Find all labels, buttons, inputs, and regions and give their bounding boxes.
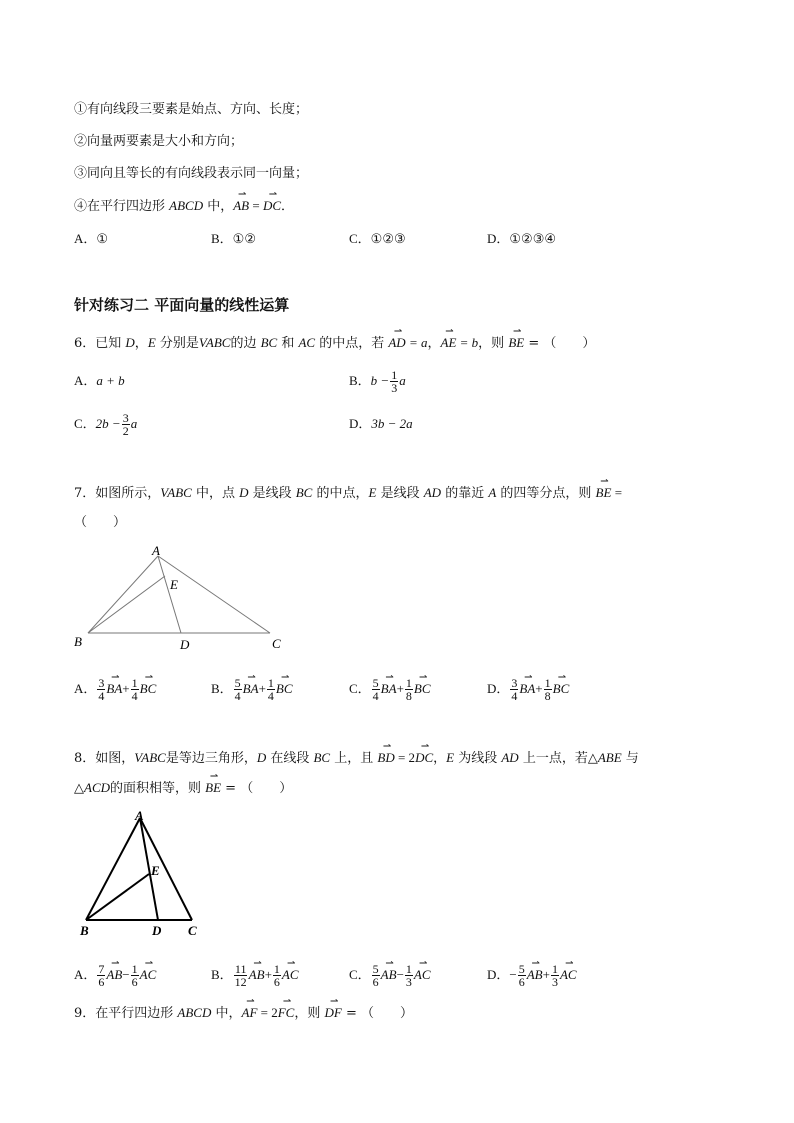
point-label-d: D	[152, 923, 162, 938]
segment-bc: BC	[260, 335, 278, 350]
answer-blank: = （ ）	[221, 781, 293, 796]
vector-ac: ⇀ AC	[140, 966, 157, 984]
q5-option-a[interactable]	[74, 230, 108, 249]
option-letter: D．	[487, 681, 510, 696]
segment-bc: BC	[295, 485, 313, 500]
option-text: ①	[96, 232, 109, 247]
q8-option-c[interactable]	[349, 958, 431, 992]
q5-statement-4-mid: 中，	[203, 199, 234, 214]
q5-statement-4	[74, 197, 294, 216]
option-letter: B．	[211, 967, 233, 982]
vector-ab: ⇀ AB	[106, 966, 122, 984]
vertex-label-b: B	[74, 634, 82, 649]
segment-bc: BC	[313, 750, 331, 765]
point-d: D	[239, 485, 249, 500]
numerator: 1	[405, 961, 412, 976]
option-expression: 2b −	[95, 416, 121, 431]
operator: +	[122, 681, 130, 696]
operator: +	[542, 967, 550, 982]
denominator: 3	[391, 380, 398, 395]
q6-option-a[interactable]	[74, 372, 125, 391]
fraction	[273, 963, 281, 988]
equals-two: = 2	[394, 750, 416, 765]
q7-stem-part: 是线段	[376, 486, 424, 501]
q8-stem-part: 上一点，若△	[518, 751, 598, 766]
vector-bd: ⇀ BD	[377, 749, 394, 767]
numerator: 5	[518, 961, 525, 976]
q8-triangle-figure	[74, 808, 204, 940]
fraction	[544, 677, 552, 702]
fraction	[97, 677, 105, 702]
q5-statement-1-text: ①有向线段三要素是始点、方向、长度；	[74, 102, 309, 117]
q8-stem-part: 是等边三角形，	[165, 751, 257, 766]
q6-option-b[interactable]	[349, 366, 406, 396]
vector-dc: ⇀ DC	[415, 749, 433, 767]
denominator: 6	[131, 974, 138, 989]
denominator: 4	[234, 688, 241, 703]
equals-sign: =	[611, 485, 623, 500]
option-expression: a	[399, 373, 406, 388]
vertex-label-b: B	[80, 923, 89, 938]
fraction	[510, 677, 518, 702]
numerator: 5	[372, 675, 379, 690]
vector-ba: ⇀ BA	[381, 680, 397, 698]
q7-option-c[interactable]	[349, 672, 431, 706]
answer-blank: = （ ）	[524, 336, 596, 351]
numerator: 5	[234, 675, 241, 690]
fraction	[234, 677, 242, 702]
denominator: 8	[405, 688, 412, 703]
numerator: 1	[391, 367, 398, 382]
numerator: 1	[405, 675, 412, 690]
equals-b: = b	[456, 335, 479, 350]
q7-option-d[interactable]	[487, 672, 569, 706]
q8-stem-part: 与	[621, 751, 639, 766]
vertex-label-c: C	[188, 923, 197, 938]
fraction	[131, 963, 139, 988]
denominator: 4	[372, 688, 379, 703]
section-title: 针对练习二 平面向量的线性运算	[74, 296, 290, 314]
q5-statement-4-end: ．	[281, 199, 295, 214]
denominator: 2	[122, 423, 129, 438]
q9-stem-part: 中，	[211, 1006, 242, 1021]
denominator: 6	[98, 974, 105, 989]
vector-ab: ⇀ AB	[249, 966, 265, 984]
q5-statement-3	[74, 165, 308, 183]
denominator: 8	[544, 688, 551, 703]
triangle-acd: ACD	[84, 780, 110, 795]
vector-ae: ⇀ AE	[441, 334, 457, 352]
parallelogram-label: ABCD	[177, 1005, 212, 1020]
fraction	[372, 963, 380, 988]
parallelogram-label: ABCD	[169, 198, 204, 213]
vector-fc: ⇀ FC	[278, 1004, 295, 1022]
operator: +	[535, 681, 543, 696]
fraction	[390, 369, 398, 394]
fraction	[518, 963, 526, 988]
operator: −	[396, 967, 404, 982]
q8-stem-part: 上，且	[330, 751, 378, 766]
vector-ab: ⇀ AB	[233, 197, 249, 215]
option-letter: C．	[74, 416, 96, 431]
vector-bc: ⇀ BC	[414, 680, 431, 698]
equals-a: = a	[405, 335, 428, 350]
denominator: 12	[234, 974, 247, 989]
operator: +	[258, 681, 266, 696]
numerator: 1	[273, 961, 280, 976]
answer-blank: = （ ）	[341, 1006, 414, 1021]
q9-stem-part: ，则	[294, 1006, 325, 1021]
option-letter: A．	[74, 681, 97, 696]
option-expression: a	[130, 416, 138, 431]
q6-stem	[74, 334, 595, 353]
q8-option-d[interactable]	[487, 958, 577, 992]
segment-ad	[158, 556, 181, 633]
fraction	[551, 963, 559, 988]
fraction	[234, 963, 248, 988]
numerator: 3	[98, 675, 105, 690]
vector-ba: ⇀ BA	[519, 680, 535, 698]
q8-stem-line-2	[74, 779, 292, 798]
point-e: E	[368, 485, 377, 500]
numerator: 7	[98, 961, 105, 976]
point-d: D	[125, 335, 135, 350]
q9-stem-part: 9．在平行四边形	[74, 1006, 178, 1021]
q8-stem-part: 的面积相等，则	[110, 781, 206, 796]
point-a: A	[488, 485, 497, 500]
q8-stem-part: 8．如图，	[74, 751, 135, 766]
denominator: 6	[273, 974, 280, 989]
option-letter: B．	[211, 231, 233, 246]
q7-stem-part: 的中点，	[312, 486, 369, 501]
denominator: 4	[98, 688, 105, 703]
side-ac	[140, 818, 192, 920]
numerator: 1	[267, 675, 274, 690]
q6-comma: ，	[427, 336, 441, 351]
q8-stem-part: 在线段	[266, 751, 314, 766]
vector-af: ⇀ AF	[242, 1004, 258, 1022]
point-label-e: E	[170, 577, 178, 592]
point-e: E	[446, 750, 455, 765]
q6-stem-part: 的边	[230, 336, 261, 351]
point-e: E	[147, 335, 156, 350]
fraction	[405, 963, 413, 988]
q6-stem-part: 的中点，若	[315, 336, 389, 351]
denominator: 4	[131, 688, 138, 703]
q6-stem-part: 6．已知	[74, 336, 126, 351]
fraction	[122, 412, 130, 437]
sign: −	[509, 967, 517, 982]
numerator: 1	[551, 961, 558, 976]
operator: −	[122, 967, 130, 982]
q5-statement-3-text: ③同向且等长的有向线段表示同一向量；	[74, 166, 309, 181]
operator: +	[264, 967, 272, 982]
vector-be: ⇀ BE	[508, 334, 524, 352]
numerator: 1	[131, 675, 138, 690]
triangle-label: VABC	[160, 485, 192, 500]
q7-stem-part: 的四等分点，则	[496, 486, 596, 501]
q7-stem	[74, 484, 622, 503]
fraction	[97, 963, 105, 988]
segment-ac: AC	[298, 335, 316, 350]
q7-answer-blank: （ ）	[74, 515, 127, 530]
segment-be	[88, 576, 165, 633]
q7-stem-part: 7．如图所示，	[74, 486, 161, 501]
option-letter: C．	[349, 681, 371, 696]
option-text: ①②	[232, 232, 256, 247]
denominator: 3	[551, 974, 558, 989]
q6-stem-part: 分别是	[155, 336, 199, 351]
option-letter: A．	[74, 231, 97, 246]
point-label-e: E	[151, 863, 160, 878]
vector-bc: ⇀ BC	[276, 680, 293, 698]
vector-ab: ⇀ AB	[527, 966, 543, 984]
equals-sign: =	[249, 198, 263, 213]
q8-comma: ，	[433, 751, 447, 766]
vector-ac: ⇀ AC	[414, 966, 431, 984]
q6-stem-part: 和	[277, 336, 299, 351]
option-text: ①②③④	[509, 232, 557, 247]
q6-comma: ，	[134, 336, 148, 351]
vector-ac: ⇀ AC	[560, 966, 577, 984]
point-d: D	[256, 750, 267, 765]
numerator: 3	[122, 410, 129, 425]
q6-stem-part: ，则	[478, 336, 509, 351]
q5-statement-2	[74, 133, 243, 151]
vector-ab: ⇀ AB	[381, 966, 397, 984]
fraction	[372, 677, 380, 702]
vertex-label-c: C	[272, 636, 281, 651]
q8-option-a[interactable]	[74, 958, 156, 992]
denominator: 6	[372, 974, 379, 989]
q5-statement-4-prefix: ④在平行四边形	[74, 199, 170, 214]
option-text: ①②③	[370, 232, 406, 247]
denominator: 4	[267, 688, 274, 703]
vertex-label-a: A	[135, 808, 144, 823]
denominator: 6	[518, 974, 525, 989]
triangle-abe: ABE	[597, 750, 622, 765]
numerator: 11	[234, 961, 247, 976]
q6-option-d[interactable]	[349, 415, 413, 434]
option-letter: D．	[487, 231, 510, 246]
q5-statement-1	[74, 101, 308, 119]
segment-ad: AD	[501, 750, 519, 765]
q7-option-b[interactable]	[211, 672, 293, 706]
vector-ac: ⇀ AC	[282, 966, 299, 984]
vector-ba: ⇀ BA	[243, 680, 259, 698]
vector-ba: ⇀ BA	[106, 680, 122, 698]
q7-option-a[interactable]	[74, 672, 156, 706]
q8-stem-line-1	[74, 749, 639, 768]
segment-ad: AD	[423, 485, 442, 500]
option-expression: 3b − 2a	[371, 416, 413, 431]
option-letter: B．	[349, 373, 371, 388]
point-label-d: D	[180, 637, 190, 652]
vector-bc: ⇀ BC	[140, 680, 157, 698]
option-letter: C．	[349, 967, 371, 982]
numerator: 5	[372, 961, 379, 976]
side-ac	[158, 556, 270, 633]
denominator: 4	[511, 688, 518, 703]
option-letter: B．	[211, 681, 233, 696]
fraction	[131, 677, 139, 702]
q5-option-d[interactable]	[487, 230, 556, 249]
option-letter: C．	[349, 231, 371, 246]
option-letter: D．	[349, 416, 372, 431]
vector-ad: ⇀ AD	[388, 334, 405, 352]
numerator: 1	[544, 675, 551, 690]
fraction	[405, 677, 413, 702]
vector-dc: ⇀ DC	[263, 197, 281, 215]
denominator: 3	[405, 974, 412, 989]
q6-option-c[interactable]	[74, 409, 137, 439]
q8-stem-part: △	[74, 781, 84, 796]
vector-df: ⇀ DF	[325, 1004, 342, 1022]
option-letter: A．	[74, 373, 97, 388]
option-expression: a + b	[96, 373, 125, 388]
vector-bc: ⇀ BC	[553, 680, 570, 698]
vertex-label-a: A	[152, 543, 160, 558]
vector-be: ⇀ BE	[596, 484, 612, 502]
numerator: 1	[131, 961, 138, 976]
q9-stem	[74, 1004, 413, 1023]
option-expression: b −	[370, 373, 390, 388]
side-ab	[88, 556, 158, 633]
q5-option-b[interactable]	[211, 230, 256, 249]
q7-stem-part: 中，点	[191, 486, 240, 501]
equals-two: = 2	[257, 1005, 278, 1020]
q8-option-b[interactable]	[211, 958, 299, 992]
segment-be	[86, 874, 149, 920]
vector-be: ⇀ BE	[205, 779, 221, 797]
operator: +	[396, 681, 404, 696]
q5-statement-2-text: ②向量两要素是大小和方向；	[74, 134, 244, 149]
q5-option-c[interactable]	[349, 230, 406, 249]
option-letter: D．	[487, 967, 510, 982]
q7-triangle-figure	[70, 542, 290, 654]
triangle-label: VABC	[134, 750, 166, 765]
q7-stem-part: 是线段	[248, 486, 296, 501]
side-ab	[86, 818, 140, 920]
option-letter: A．	[74, 967, 97, 982]
triangle-label: VABC	[198, 335, 231, 350]
q8-stem-part: 为线段	[454, 751, 502, 766]
numerator: 3	[511, 675, 518, 690]
q7-stem-part: 的靠近	[441, 486, 489, 501]
fraction	[267, 677, 275, 702]
